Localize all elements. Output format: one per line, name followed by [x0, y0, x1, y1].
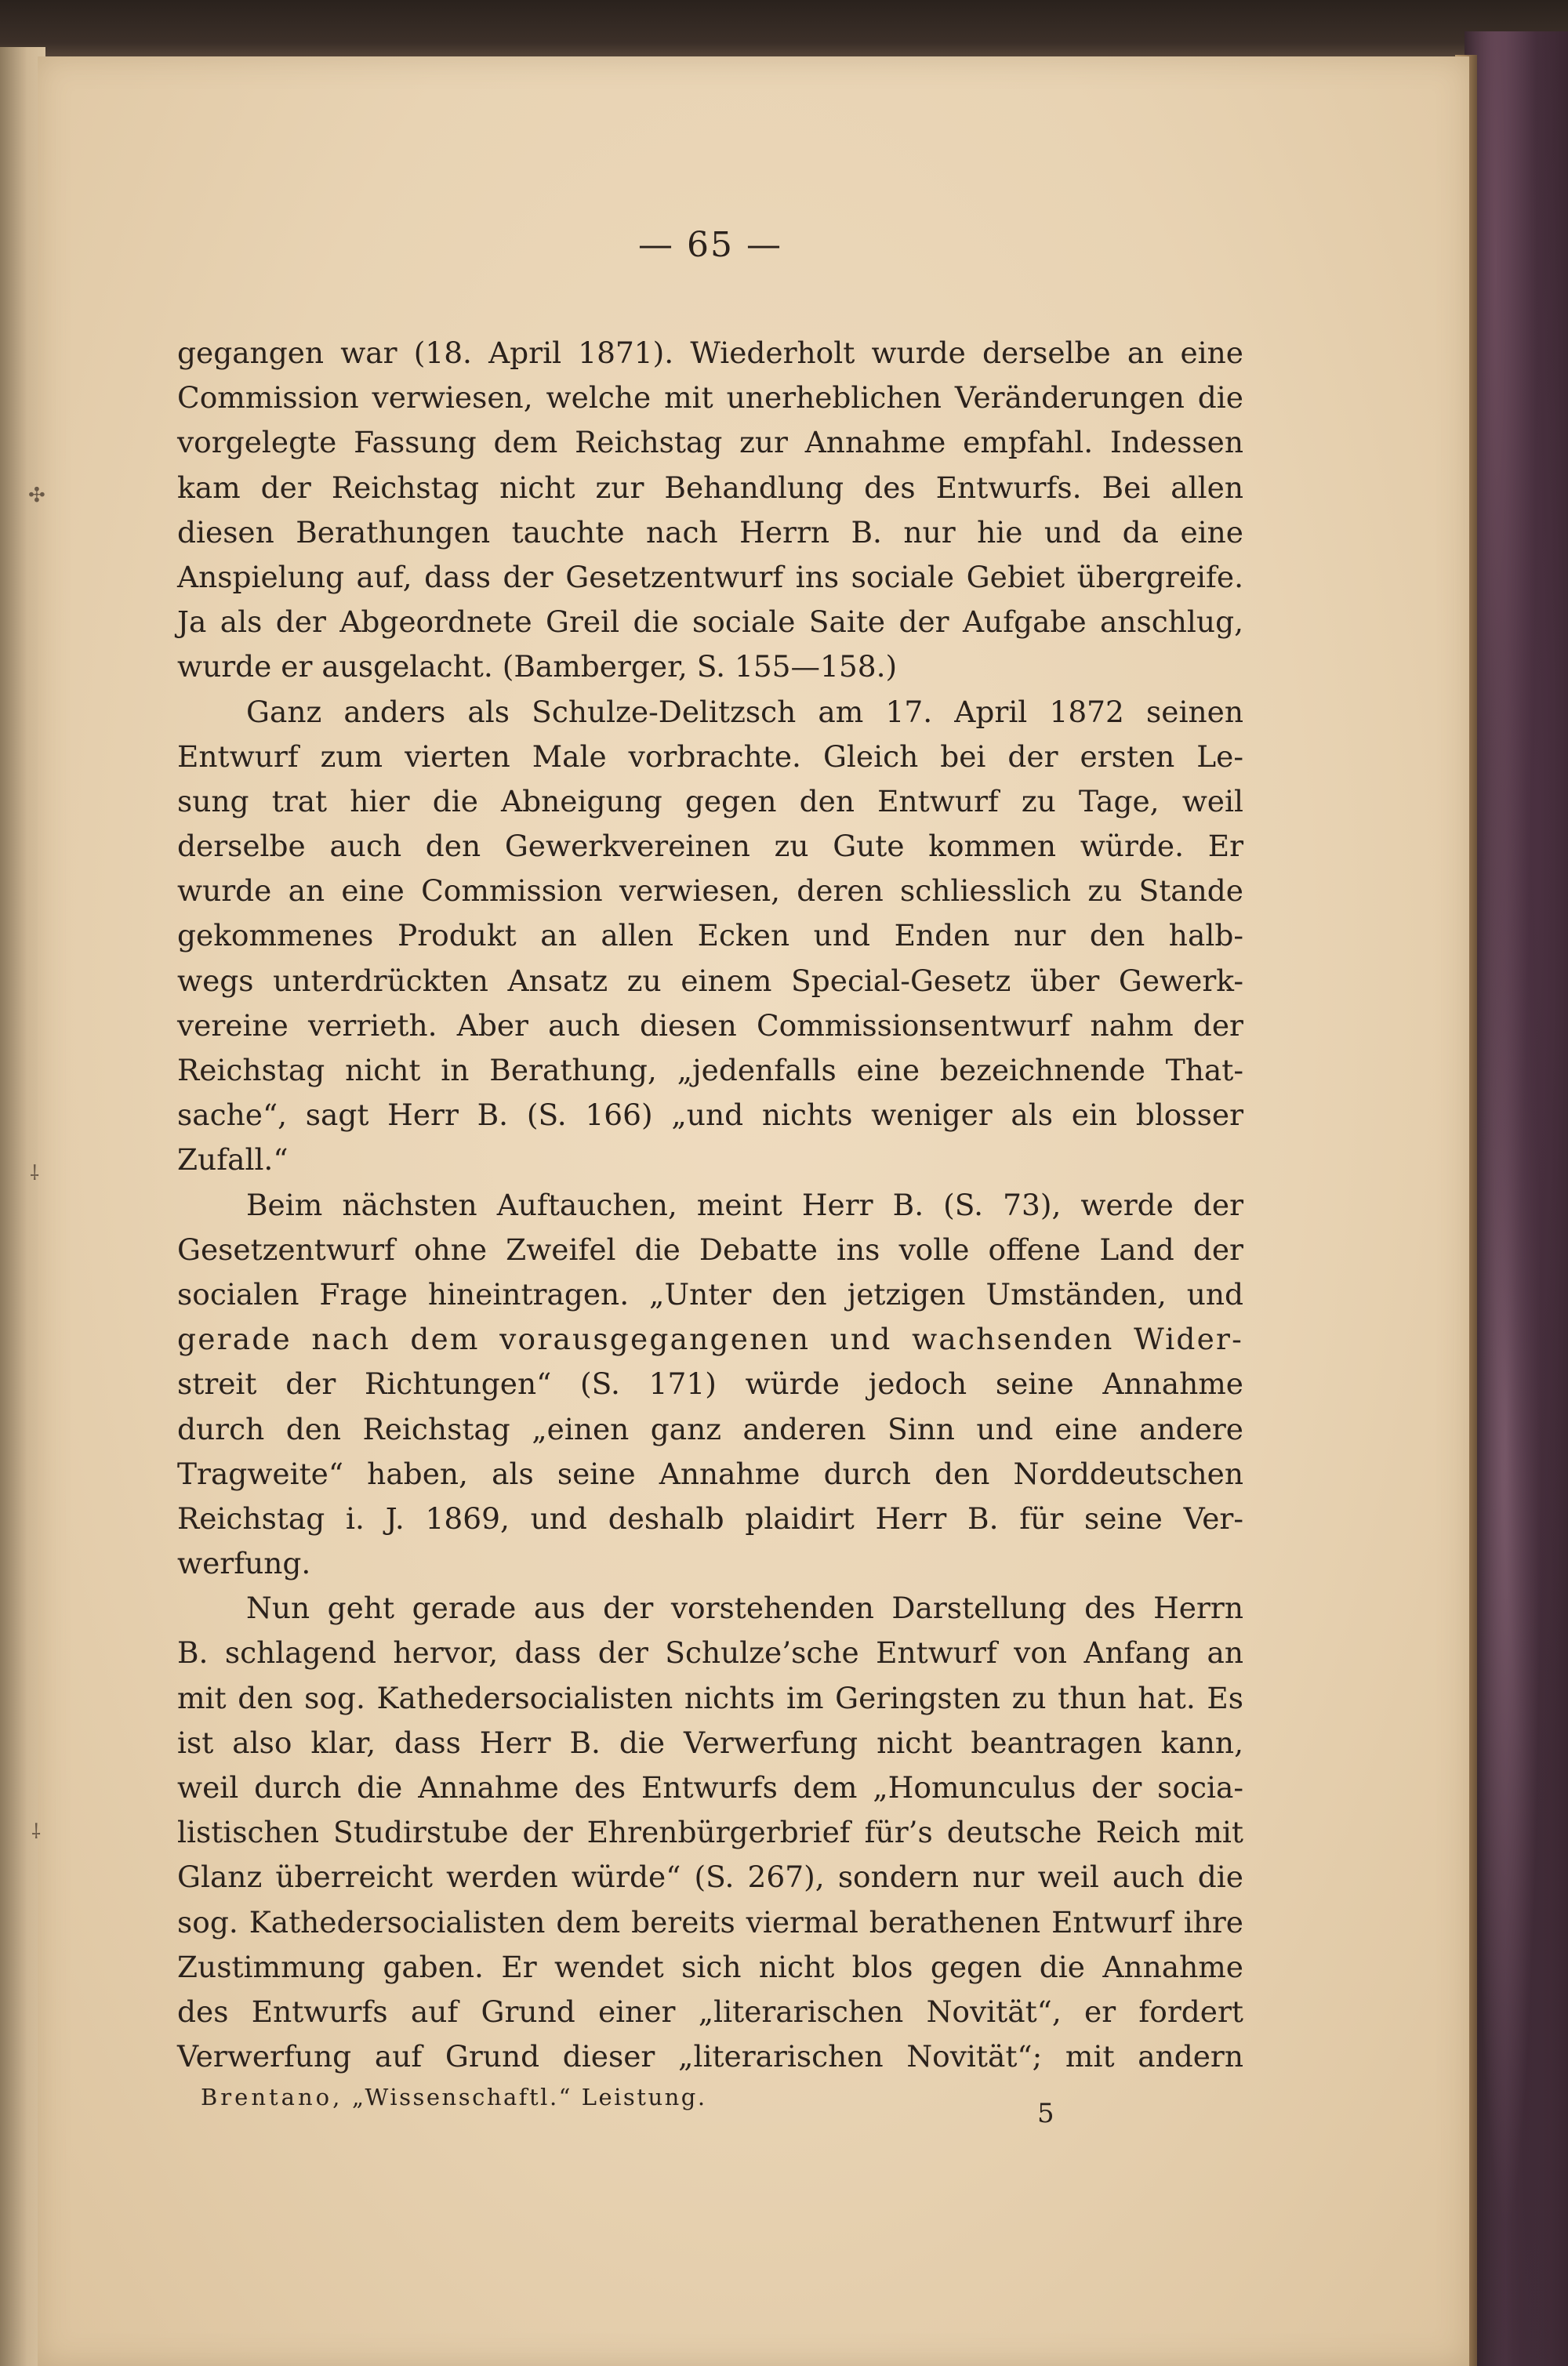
page-body-text: [177, 331, 1243, 2079]
text-line: Glanz überreicht werden würde“ (S. 267), sondern nur weil auch die: [177, 1860, 1243, 1895]
text-line: vereine verrieth. Aber auch diesen Commissionsentwurf nahm der: [177, 1007, 1243, 1043]
text-line: socialen Frage hineintragen. „Unter den jetzigen Umständen, und: [177, 1276, 1243, 1312]
text-line: Reichstag nicht in Berathung, „jedenfalls eine bezeichnende That-: [177, 1053, 1243, 1087]
text-line: derselbe auch den Gewerkvereinen zu Gute kommen würde. Er: [177, 829, 1243, 864]
text-line: weil durch die Annahme des Entwurfs dem „Homunculus der socia-: [177, 1770, 1243, 1805]
book-cover: [1465, 31, 1568, 2366]
text-line: Ja als der Abgeordnete Greil die sociale Saite der Aufgabe anschlug,: [177, 604, 1243, 640]
footer-title: „Wissenschaftl.“ Leistung.: [352, 2084, 707, 2110]
text-line: sog. Kathedersocialisten dem bereits viermal berathenen Entwurf ihre: [177, 1904, 1243, 1940]
text-line: Gesetzentwurf ohne Zweifel die Debatte ins volle offene Land der: [177, 1232, 1243, 1267]
text-line: mit den sog. Kathedersocialisten nichts im Geringsten zu thun hat. Es: [177, 1680, 1243, 1715]
text-line: wurde er ausgelacht. (Bamberger, S. 155—158.): [177, 649, 898, 684]
book-page: [28, 56, 1469, 2366]
text-line: durch den Reichstag „einen ganz anderen Sinn und eine andere: [177, 1411, 1243, 1446]
signature-line: [201, 2084, 707, 2110]
page-number-header: — 65 —: [638, 225, 782, 265]
text-line: kam der Reichstag nicht zur Behandlung des Entwurfs. Bei allen: [177, 470, 1243, 505]
text-line: Entwurf zum vierten Male vorbrachte. Gleich bei der ersten Le-: [177, 738, 1243, 774]
text-line: vorgelegte Fassung dem Reichstag zur Annahme empfahl. Indessen: [177, 425, 1243, 460]
scan-top-edge: [0, 0, 1568, 61]
text-line: Anspielung auf, dass der Gesetzentwurf ins sociale Gebiet übergreife.: [177, 559, 1243, 594]
text-line: Zustimmung gaben. Er wendet sich nicht blos gegen die Annahme: [177, 1949, 1243, 1984]
text-line: des Entwurfs auf Grund einer „literarischen Novität“, er fordert: [177, 1994, 1243, 2029]
text-line: streit der Richtungen“ (S. 171) würde jedoch seine Annahme: [177, 1366, 1243, 1402]
sheet-number: 5: [1037, 2098, 1054, 2129]
text-line: sache“, sagt Herr B. (S. 166) „und nichts weniger als ein blosser: [177, 1098, 1243, 1133]
text-line: Ganz anders als Schulze-Delitzsch am 17. April 1872 seinen: [246, 694, 1243, 729]
margin-mark: ✣: [28, 484, 45, 507]
text-line: wegs unterdrückten Ansatz zu einem Special-Gesetz über Gewerk-: [177, 963, 1243, 998]
text-line: gegangen war (18. April 1871). Wiederholt wurde derselbe an eine: [177, 336, 1243, 370]
text-line: sung trat hier die Abneigung gegen den Entwurf zu Tage, weil: [177, 783, 1243, 818]
text-line: Commission verwiesen, welche mit unerheblichen Veränderungen die: [177, 380, 1243, 416]
text-line: werfung.: [177, 1546, 311, 1581]
margin-mark: ⸸: [30, 1162, 40, 1185]
text-line: wurde an eine Commission verwiesen, deren schliesslich zu Stande: [177, 873, 1243, 909]
text-line: Nun geht gerade aus der vorstehenden Darstellung des Herrn: [246, 1591, 1243, 1626]
text-line: diesen Berathungen tauchte nach Herrn B. nur hie und da eine: [177, 514, 1243, 550]
text-line: Zufall.“: [177, 1142, 289, 1178]
text-line: listischen Studirstube der Ehrenbürgerbrief für’s deutsche Reich mit: [177, 1815, 1243, 1850]
text-line: Reichstag i. J. 1869, und deshalb plaidirt Herr B. für seine Ver-: [177, 1501, 1243, 1536]
text-line: gerade nach dem vorausgegangenen und wachsenden Wider-: [177, 1322, 1243, 1357]
text-line: Beim nächsten Auftauchen, meint Herr B. (S. 73), werde der: [246, 1187, 1243, 1222]
text-line: gekommenes Produkt an allen Ecken und Enden nur den halb-: [177, 918, 1243, 953]
text-line: ist also klar, dass Herr B. die Verwerfung nicht beantragen kann,: [177, 1725, 1243, 1760]
text-line: Verwerfung auf Grund dieser „literarischen Novität“; mit andern: [177, 2039, 1243, 2074]
footer-author: Brentano,: [201, 2084, 343, 2110]
margin-mark: ⸸: [31, 1820, 42, 1844]
text-line: Tragweite“ haben, als seine Annahme durch den Norddeutschen: [177, 1456, 1243, 1491]
text-line: B. schlagend hervor, dass der Schulze’sche Entwurf von Anfang an: [177, 1635, 1243, 1671]
